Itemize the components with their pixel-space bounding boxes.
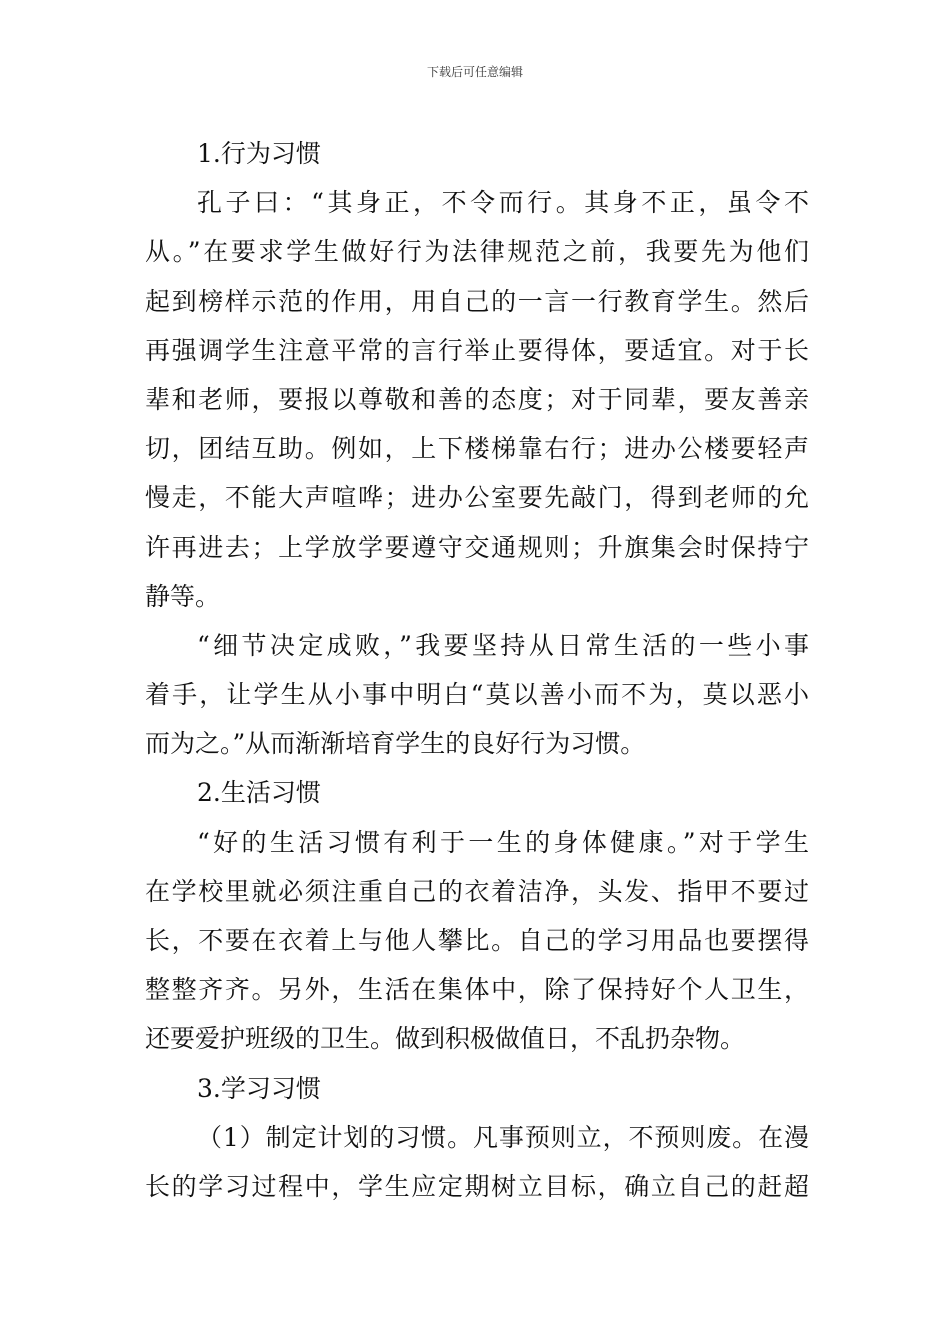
section-heading-study: 3.学习习惯: [197, 1073, 321, 1103]
paragraph-line: 从。”在要求学生做好行为法律规范之前，我要先为他们: [145, 237, 809, 267]
paragraph-line: 长，不要在衣着上与他人攀比。自己的学习用品也要摆得: [145, 926, 809, 955]
paragraph-line: 切，团结互助。例如，上下楼梯靠右行；进办公楼要轻声: [145, 434, 809, 464]
paragraph-line: “细节决定成败，”我要坚持从日常生活的一些小事: [197, 630, 809, 660]
document-body: [145, 129, 809, 1211]
section-heading-living: 2.生活习惯: [197, 778, 321, 808]
paragraph-line: 孔子曰：“其身正，不令而行。其身不正，虽令不: [197, 188, 809, 218]
paragraph-line: 还要爱护班级的卫生。做到积极做值日，不乱扔杂物。: [145, 1024, 746, 1054]
section-heading-behavior: 1.行为习惯: [197, 139, 321, 168]
paragraph-line: 长的学习过程中，学生应定期树立目标，确立自己的赶超: [145, 1171, 809, 1201]
paragraph-line: 慢走，不能大声喧哗；进办公室要先敲门，得到老师的允: [145, 483, 809, 513]
paragraph-line: 许再进去；上学放学要遵守交通规则；升旗集会时保持宁: [145, 532, 809, 562]
paragraph-line: 而为之。”从而渐渐培育学生的良好行为习惯。: [145, 729, 646, 759]
paragraph-line: 起到榜样示范的作用，用自己的一言一行教育学生。然后: [145, 286, 809, 316]
paragraph-line: 辈和老师，要报以尊敬和善的态度；对于同辈，要友善亲: [145, 384, 809, 414]
paragraph-line: 静等。: [145, 581, 221, 611]
paragraph-line: 在学校里就必须注重自己的衣着洁净，头发、指甲不要过: [145, 876, 809, 906]
paragraph-line: 着手，让学生从小事中明白“莫以善小而不为，莫以恶小: [145, 680, 809, 710]
paragraph-line: “好的生活习惯有利于一生的身体健康。”对于学生: [197, 827, 809, 857]
paragraph-line: 再强调学生注意平常的言行举止要得体，要适宜。对于长: [145, 335, 809, 365]
page-header-note: 下载后可任意编辑: [426, 65, 523, 79]
paragraph-line: （1）制定计划的习惯。凡事预则立，不预则废。在漫: [197, 1122, 809, 1152]
paragraph-line: 整整齐齐。另外，生活在集体中，除了保持好个人卫生，: [145, 975, 809, 1005]
